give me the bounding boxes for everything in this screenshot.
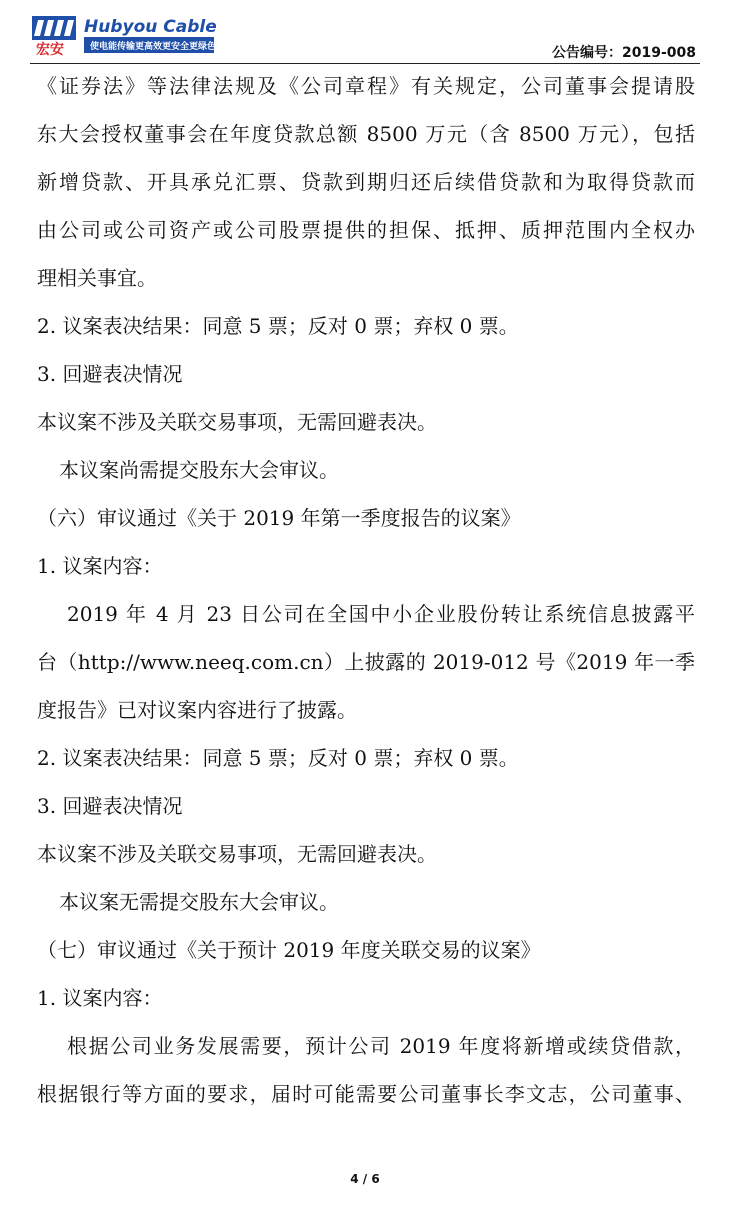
section-subheading: 3. 回避表决情况: [37, 794, 183, 818]
paragraph-line: 由公司或公司资产或公司股票提供的担保、抵押、质押范围内全权办: [37, 218, 695, 242]
announcement-number: 公告编号：2019-008: [552, 45, 696, 61]
paragraph-line: 理相关事宜。: [37, 266, 157, 290]
page-header: [0, 0, 730, 70]
paragraph-line: 台（http://www.neeq.com.cn）上披露的 2019-012 号《2019 年一季: [37, 650, 695, 674]
paragraph-line: 本议案尚需提交股东大会审议。: [59, 458, 339, 482]
section-heading: （六）审议通过《关于 2019 年第一季度报告的议案》: [37, 506, 521, 530]
company-logo: [30, 14, 216, 56]
header-divider: [30, 63, 700, 64]
paragraph-line: 度报告》已对议案内容进行了披露。: [37, 698, 357, 722]
vote-result: 2. 议案表决结果：同意 5 票；反对 0 票；弃权 0 票。: [37, 746, 519, 770]
paragraph-line: 本议案不涉及关联交易事项，无需回避表决。: [37, 842, 437, 866]
section-subheading: 1. 议案内容：: [37, 554, 163, 578]
paragraph-line: 根据银行等方面的要求，届时可能需要公司董事长李文志，公司董事、: [37, 1082, 695, 1106]
svg-text:使电能传输更高效更安全更绿色: 使电能传输更高效更安全更绿色: [90, 42, 216, 52]
paragraph-line: 本议案无需提交股东大会审议。: [59, 890, 339, 914]
paragraph-line: 本议案不涉及关联交易事项，无需回避表决。: [37, 410, 437, 434]
vote-result: 2. 议案表决结果：同意 5 票；反对 0 票；弃权 0 票。: [37, 314, 519, 338]
section-subheading: 3. 回避表决情况: [37, 362, 183, 386]
paragraph-line: 2019 年 4 月 23 日公司在全国中小企业股份转让系统信息披露平: [67, 602, 695, 626]
svg-text:宏安: 宏安: [36, 42, 64, 56]
svg-text:Hubyou Cable: Hubyou Cable: [84, 17, 216, 37]
paragraph-line: 新增贷款、开具承兑汇票、贷款到期归还后续借贷款和为取得贷款而: [37, 170, 695, 194]
section-heading: （七）审议通过《关于预计 2019 年度关联交易的议案》: [37, 938, 541, 962]
paragraph-line: 根据公司业务发展需要，预计公司 2019 年度将新增或续贷借款，: [67, 1034, 695, 1058]
section-subheading: 1. 议案内容：: [37, 986, 163, 1010]
paragraph-line: 东大会授权董事会在年度贷款总额 8500 万元（含 8500 万元），包括: [37, 122, 695, 146]
paragraph-line: 《证券法》等法律法规及《公司章程》有关规定，公司董事会提请股: [37, 74, 695, 98]
page-number: 4 / 6: [350, 1172, 380, 1186]
